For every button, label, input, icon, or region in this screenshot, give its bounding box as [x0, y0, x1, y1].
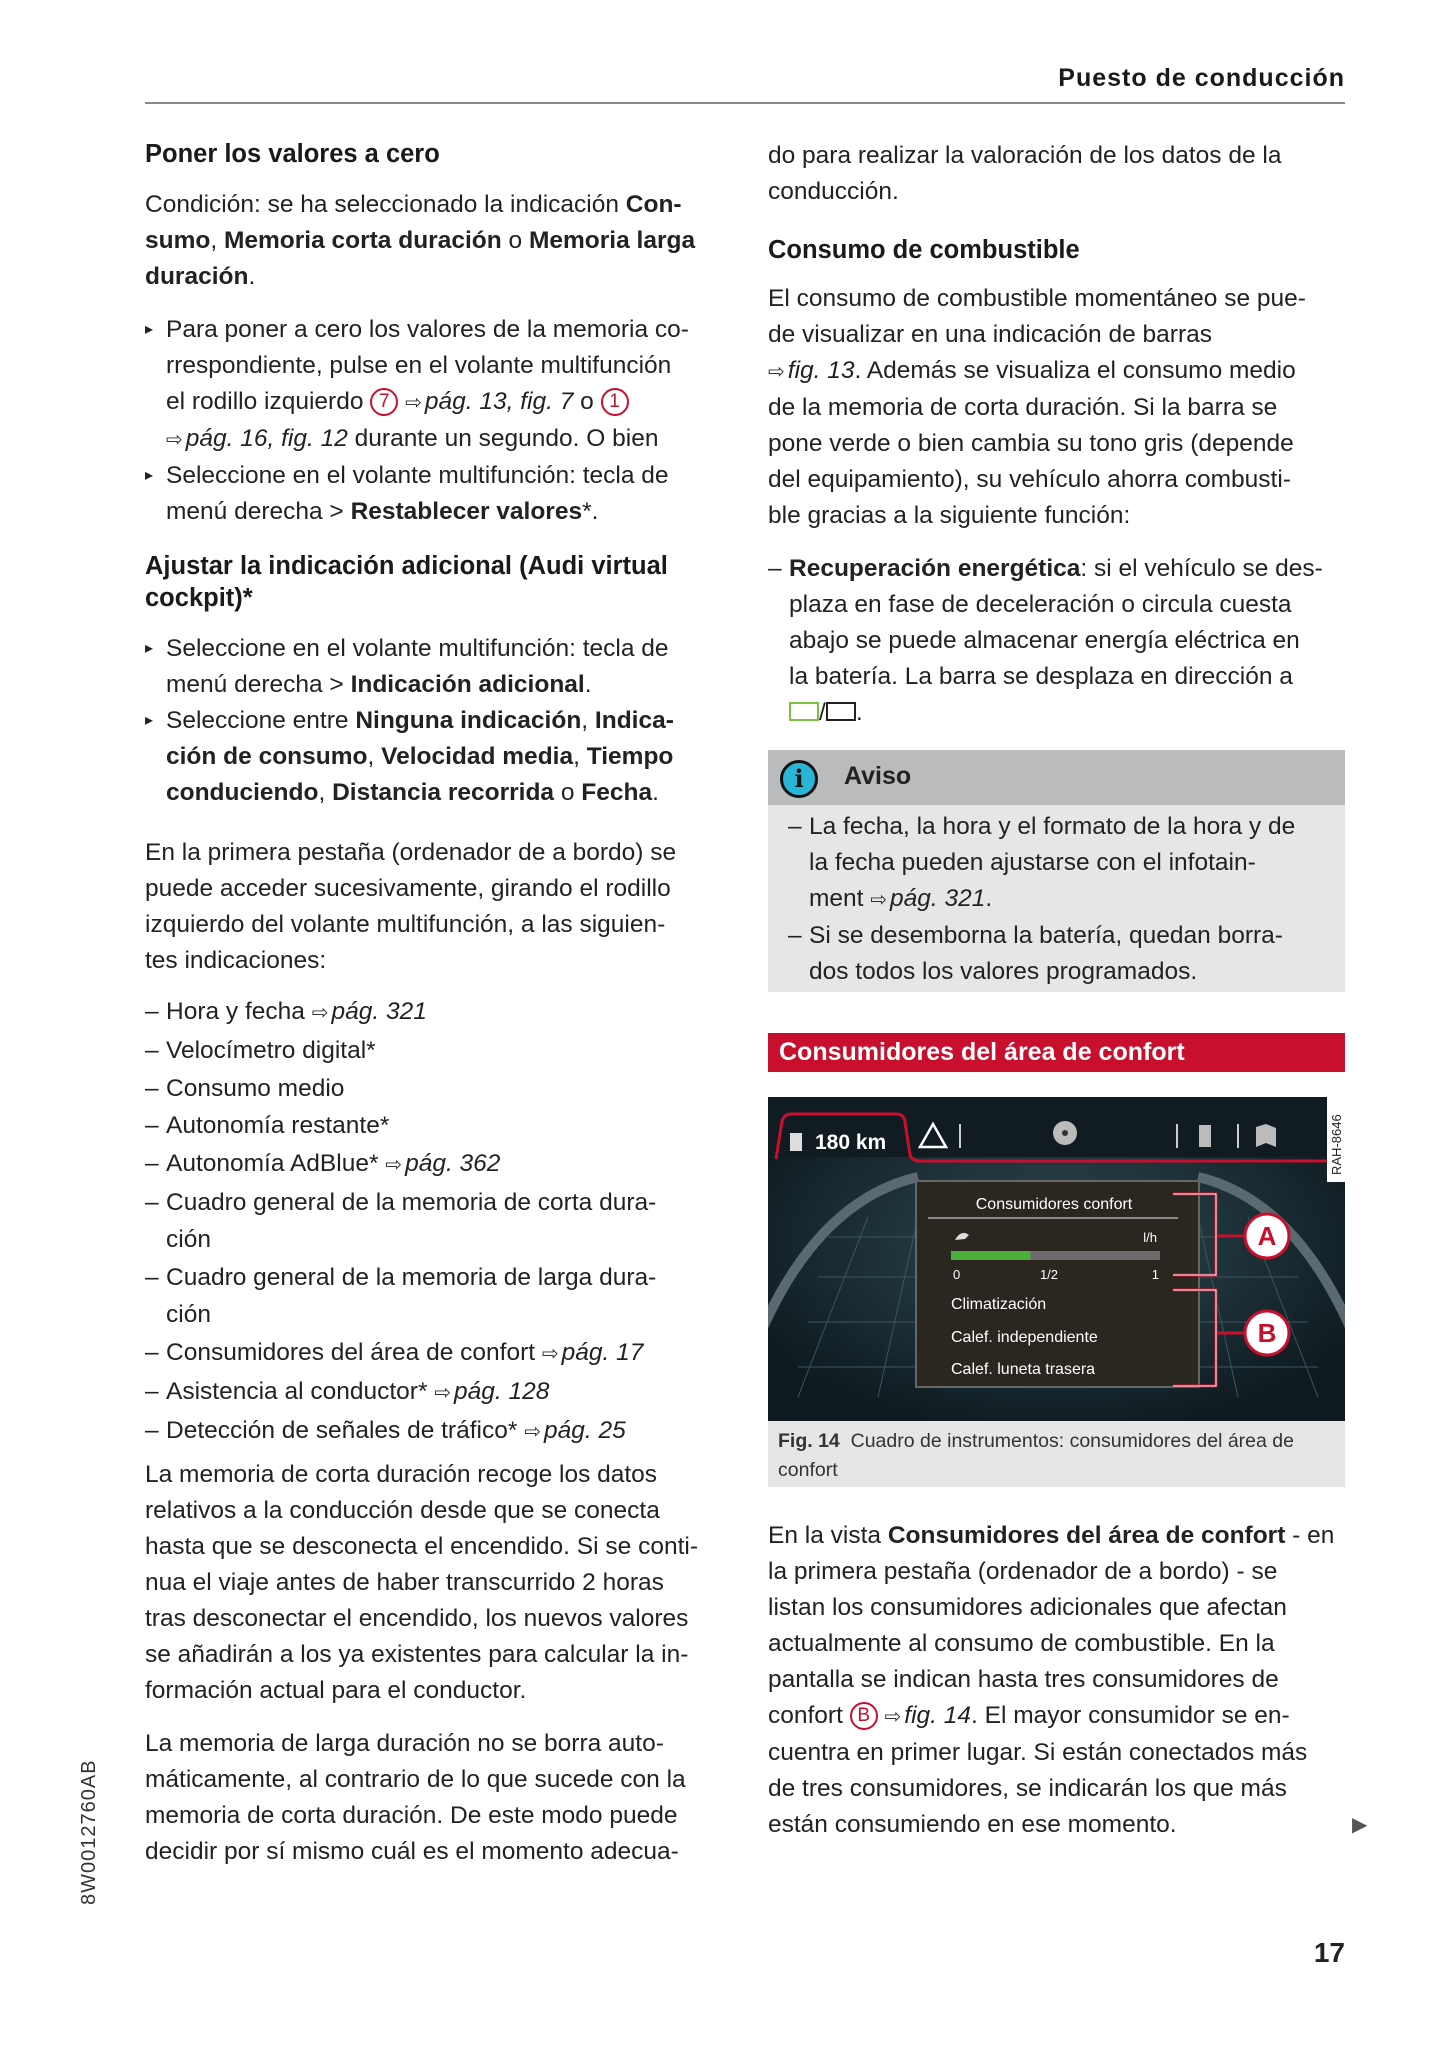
- text-run: Velocímetro digital*: [166, 1037, 376, 1065]
- notice-list: [768, 805, 1345, 990]
- text-run: ,: [367, 743, 382, 770]
- reference-text: pág. 362: [405, 1149, 501, 1177]
- text-run: o: [573, 388, 601, 415]
- consumption-bar-fill: [951, 1251, 1030, 1260]
- text-run: .: [584, 671, 592, 698]
- scale-label-half: 1/2: [1039, 1267, 1059, 1282]
- dash-marker: –: [145, 1338, 159, 1366]
- list-item: [145, 1334, 656, 1373]
- list-item: [145, 703, 674, 811]
- paragraph-condition: [145, 187, 695, 295]
- heading-reset-values: Poner los valores a cero: [145, 140, 440, 168]
- page-reference[interactable]: [434, 1378, 549, 1405]
- dash-marker: –: [145, 1189, 159, 1217]
- heading-fuel-consumption: Consumo de combustible: [768, 236, 1080, 264]
- list-item-text: [166, 1417, 626, 1444]
- text-run: Seleccione en el volante multifunción: tecla de menú derecha >: [166, 635, 669, 698]
- text-run: .: [855, 699, 863, 726]
- document-code: 8W0012760AB: [78, 1759, 100, 1905]
- page-reference[interactable]: [542, 1339, 644, 1366]
- list-item-text: [166, 707, 674, 806]
- page-reference[interactable]: [385, 1150, 500, 1177]
- bullet-list-reset: [145, 312, 689, 530]
- header-rule: [145, 102, 1345, 104]
- list-item: [145, 1184, 656, 1259]
- bold-term: Velocidad media: [381, 743, 574, 770]
- paragraph-short-memory: [145, 1457, 698, 1709]
- dash-marker: –: [145, 1149, 159, 1177]
- list-item: [145, 1373, 656, 1412]
- list-item: [145, 1412, 656, 1451]
- text-run: - en la primera pestaña (ordenador de a bordo) - se listan los consumidores adicionales que afectan actualmente al consumo de combustible. En la pantalla se indican hasta tres consumidores de confort: [768, 1522, 1335, 1729]
- bullet-marker: ▸: [145, 321, 154, 338]
- paragraph-fuel-consumption: [768, 281, 1306, 534]
- text-run: .: [652, 779, 659, 806]
- page-reference[interactable]: [166, 425, 348, 452]
- list-item: [145, 1070, 656, 1107]
- text-run: Asistencia al conductor*: [166, 1378, 435, 1406]
- text-run: *.: [582, 498, 599, 525]
- text-run: Detección de señales de tráfico*: [166, 1417, 525, 1445]
- page-reference[interactable]: [312, 998, 427, 1025]
- bullet-marker: ▸: [145, 640, 154, 657]
- list-item-text: [166, 1037, 376, 1064]
- text-run: La fecha, la hora y el formato de la hora y de la fecha pueden ajustarse con el infotain- ment: [809, 813, 1296, 912]
- text-run: Consumo medio: [166, 1074, 345, 1102]
- separator: [1176, 1124, 1178, 1148]
- text-run: Seleccione en el volante multifunción: tecla de menú derecha >: [166, 462, 669, 525]
- energy-recovery-item: [768, 551, 1445, 731]
- bold-term: Fecha: [581, 779, 653, 806]
- consumer-2: Calef. independiente: [951, 1329, 1098, 1346]
- text-run: ,: [573, 743, 587, 770]
- notice-box: [768, 750, 1345, 992]
- list-item-text: [166, 1378, 549, 1405]
- reference-arrow-icon: ⇨: [884, 1706, 902, 1728]
- text-run: o: [554, 779, 582, 806]
- fuel-icon: [790, 1133, 802, 1151]
- bold-term: Consumidores del área de confort: [887, 1522, 1286, 1549]
- separator: [959, 1124, 961, 1148]
- dash-marker: –: [145, 1417, 159, 1445]
- reference-text: pág. 17: [561, 1338, 644, 1366]
- reference-text: pág. 16, fig. 12: [185, 425, 348, 452]
- text-run: . Además se visualiza el consumo medio de la memoria de corta duración. Si la barra se pone verde o bien cambia su tono gris (depende del equipamiento), su vehículo ahorra combusti- ble gracias a la siguiente función:: [768, 357, 1296, 529]
- callout-number: 7: [370, 388, 398, 416]
- text-run: ,: [210, 227, 224, 254]
- dash-marker: –: [788, 922, 802, 949]
- callout-number: 1: [601, 388, 629, 416]
- text-run: . El mayor consumidor se en- cuentra en primer lugar. Si están conectados más de tres consumidores, se indicarán los que más están consumiendo en ese momento.: [768, 1702, 1308, 1838]
- heading-additional-indication: Ajustar la indicación adicional (Audi virtual cockpit)*: [145, 552, 668, 612]
- bullet-list-additional: [145, 631, 674, 811]
- page-reference[interactable]: [524, 1417, 626, 1444]
- text-run: Hora y fecha: [166, 998, 312, 1025]
- text-run: En la vista: [768, 1522, 888, 1549]
- list-item-text: [166, 1339, 643, 1366]
- text-run: Para poner a cero los valores de la memoria co- rrespondiente, pulse en el volante multifunción el rodillo izquierdo: [166, 316, 689, 415]
- paragraph-comfort-view: [768, 1518, 1334, 1843]
- list-item-text: [166, 1264, 656, 1328]
- text-run: do para realizar la valoración de los datos de la conducción.: [768, 142, 1282, 205]
- paragraph-first-tab: [145, 835, 676, 979]
- list-item-text: [166, 1189, 656, 1253]
- figure-code: RAH-8646: [1329, 1114, 1344, 1175]
- dash-marker: –: [145, 1037, 159, 1065]
- dash-marker: –: [145, 1263, 159, 1291]
- scale-label-1: 1: [1151, 1267, 1159, 1282]
- list-item: [145, 1145, 656, 1184]
- unit-label: l/h: [1143, 1230, 1157, 1245]
- bold-term: Con- sumo: [145, 191, 682, 254]
- reference-arrow-icon: ⇨: [541, 1342, 559, 1365]
- bold-term: Ninguna indicación: [355, 707, 582, 734]
- notice-title: Aviso: [844, 762, 912, 790]
- text-run: El consumo de combustible momentáneo se pue- de visualizar en una indicación de barras: [768, 285, 1306, 348]
- bold-term: Restablecer valores: [350, 498, 583, 525]
- list-item-text: [166, 316, 689, 452]
- text-run: Consumidores del área de confort: [166, 1338, 542, 1366]
- text-run: Si se desemborna la batería, quedan borra- dos todos los valores programados.: [809, 922, 1283, 985]
- bold-term: Memoria larga duración: [145, 227, 696, 290]
- battery-green-icon: [789, 702, 819, 721]
- reference-arrow-icon: ⇨: [166, 429, 183, 451]
- text-run: Cuadro general de la memoria de larga dura- ción: [166, 1263, 657, 1329]
- text-run: Seleccione entre: [166, 707, 356, 734]
- list-item-text: [809, 813, 1295, 912]
- list-item-text: [166, 635, 669, 698]
- bullet-marker: ▸: [145, 712, 154, 729]
- consumer-1: Climatización: [951, 1296, 1047, 1313]
- bold-term: Indicación adicional: [350, 671, 585, 698]
- list-item: [145, 1259, 656, 1334]
- scale-label-0: 0: [953, 1267, 961, 1282]
- caption-text: Cuadro de instrumentos: consumidores del área de confort: [778, 1430, 1294, 1481]
- dash-marker: –: [145, 998, 159, 1025]
- page-reference[interactable]: [405, 388, 573, 415]
- text-run: o: [501, 227, 529, 254]
- section-heading-comfort: Consumidores del área de confort: [768, 1033, 1345, 1072]
- bullet-marker: ▸: [145, 467, 154, 484]
- text-run: Cuadro general de la memoria de corta dura- ción: [166, 1189, 657, 1254]
- page-reference[interactable]: [768, 357, 855, 384]
- reference-arrow-icon: ⇨: [311, 1002, 329, 1024]
- reference-arrow-icon: ⇨: [870, 889, 888, 911]
- caption-label: Fig. 14: [778, 1430, 840, 1452]
- list-item: [145, 993, 656, 1032]
- bold-term: Recuperación energética: [789, 555, 1081, 582]
- reference-text: pág. 321: [331, 998, 427, 1025]
- callout-b-label: B: [1257, 1318, 1277, 1348]
- reference-arrow-icon: ⇨: [434, 1382, 452, 1405]
- page-reference[interactable]: [885, 1702, 972, 1729]
- text-run: ,: [581, 707, 595, 734]
- bold-term: Memoria corta duración: [223, 227, 502, 254]
- text-run: ,: [318, 779, 333, 806]
- text-run: Autonomía restante*: [166, 1112, 390, 1140]
- phone-icon: [1199, 1125, 1211, 1147]
- bold-term: Tiempo conduciendo: [166, 743, 674, 806]
- paragraph-long-memory: [145, 1726, 686, 1870]
- reference-arrow-icon: ⇨: [524, 1421, 541, 1444]
- reference-text: pág. 13, fig. 7: [424, 388, 574, 415]
- range-value: 180 km: [815, 1131, 887, 1154]
- paragraph-continued: [768, 138, 1281, 210]
- text-run: /: [819, 699, 826, 726]
- reference-text: pág. 321: [890, 885, 986, 912]
- section-title: Puesto de conducción: [1058, 64, 1345, 92]
- reference-text: fig. 14: [904, 1702, 972, 1729]
- list-item-text: [809, 922, 1283, 985]
- reference-text: pág. 128: [454, 1378, 550, 1406]
- separator: [1237, 1124, 1239, 1148]
- energy-recovery-text: [789, 555, 1323, 726]
- list-item-text: [166, 462, 669, 525]
- text-run: .: [248, 263, 256, 290]
- info-icon: i: [780, 760, 818, 798]
- dash-marker: –: [145, 1112, 159, 1140]
- notice-header: [768, 750, 1345, 805]
- page-reference[interactable]: [870, 885, 985, 912]
- bold-term: Distancia recorrida: [332, 779, 555, 806]
- indications-list: [145, 993, 656, 1452]
- dash-marker: –: [788, 813, 802, 840]
- list-item-text: [166, 1112, 389, 1139]
- list-item: [145, 312, 689, 458]
- list-item-text: [166, 998, 427, 1025]
- callout-a-label: A: [1257, 1221, 1277, 1251]
- reference-text: pág. 25: [543, 1417, 626, 1445]
- list-item: [788, 918, 1345, 990]
- reference-text: fig. 13: [787, 357, 855, 384]
- list-item: [145, 631, 674, 703]
- battery-icon: [826, 702, 856, 721]
- reference-arrow-icon: ⇨: [405, 392, 422, 414]
- list-item-text: [166, 1075, 344, 1102]
- text-run: .: [985, 885, 993, 912]
- text-run: En la primera pestaña (ordenador de a bordo) se puede acceder sucesivamente, girando el rodillo izquierdo del volante multifunción, a las siguien- tes indicaciones:: [145, 839, 677, 974]
- next-page-arrow-icon[interactable]: ▶: [1352, 1814, 1368, 1836]
- text-run: [878, 1702, 885, 1729]
- dash-marker: –: [768, 555, 782, 582]
- page-number: 17: [1313, 1937, 1345, 1968]
- consumer-3: Calef. luneta trasera: [951, 1361, 1096, 1378]
- reference-arrow-icon: ⇨: [385, 1153, 403, 1176]
- text-run: : si el vehículo se des- plaza en fase de deceleración o circula cuesta abajo se puede almacenar energía eléctrica en la batería. La barra se desplaza en dirección a: [789, 555, 1323, 690]
- list-item: [788, 809, 1345, 918]
- figure-caption: [768, 1421, 1345, 1487]
- callout-number: B: [850, 1702, 878, 1730]
- bold-term: Indica- ción de consumo: [166, 707, 674, 770]
- panel-title: Consumidores confort: [975, 1196, 1133, 1213]
- text-run: La memoria de larga duración no se borra auto- máticamente, al contrario de lo que sucede con la memoria de corta duración. De este modo puede decidir por sí mismo cuál es el momento adecua-: [145, 1730, 686, 1865]
- figure-instrument-cluster: [768, 1097, 1345, 1421]
- list-item-text: [166, 1150, 500, 1177]
- cluster-illustration: [768, 1097, 1345, 1421]
- dash-marker: –: [145, 1074, 159, 1102]
- text-run: Condición: se ha seleccionado la indicación: [145, 191, 626, 218]
- text-run: Autonomía AdBlue*: [166, 1149, 386, 1177]
- dash-marker: –: [145, 1378, 159, 1406]
- list-item: [145, 1107, 656, 1144]
- list-item: [145, 1032, 656, 1069]
- reference-arrow-icon: ⇨: [768, 361, 785, 383]
- text-run: La memoria de corta duración recoge los datos relativos a la conducción desde que se conecta hasta que se desconecta el encendido. Si se conti- nua el viaje antes de haber transcurrido 2 horas tras desconectar el encendido, los nuevos valores se añadirán a los ya existentes para calcular la in- formación actual para el conductor.: [145, 1461, 698, 1704]
- text-run: durante un segundo. O bien: [347, 425, 659, 452]
- list-item: [145, 458, 689, 530]
